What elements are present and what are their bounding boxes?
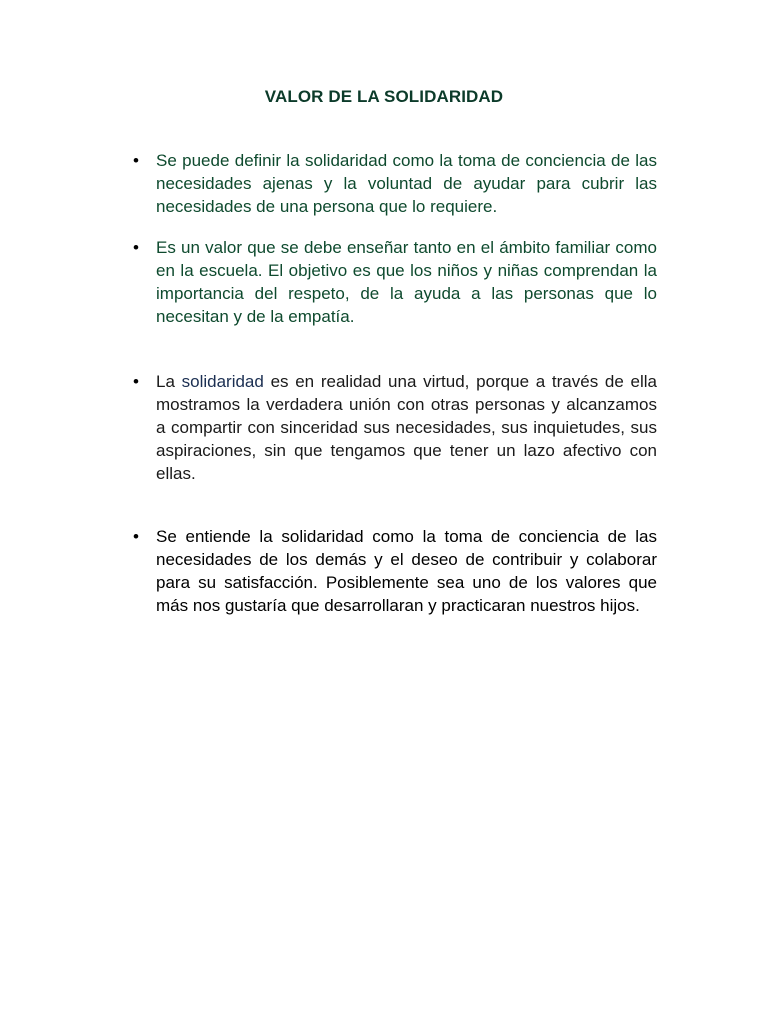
list-item <box>133 525 657 617</box>
list-item-text: Se puede definir la solidaridad como la toma de conciencia de las necesidades ajenas y la voluntad de ayudar para cubrir las necesidades de una persona que lo requiere. <box>156 151 657 216</box>
solidaridad-word: solidaridad <box>181 372 264 391</box>
list-item <box>133 236 657 328</box>
document-title: VALOR DE LA SOLIDARIDAD <box>264 87 504 106</box>
list-item-text: Es un valor que se debe enseñar tanto en el ámbito familiar como en la escuela. El objetivo es que los niños y niñas comprendan la importancia del respeto, de la ayuda a las personas que lo necesitan y de la empatía. <box>156 238 657 326</box>
list-item <box>133 370 657 485</box>
bullet-icon: • <box>133 527 139 546</box>
bullet-icon: • <box>133 151 139 170</box>
list-item-text: Se entiende la solidaridad como la toma de conciencia de las necesidades de los demás y el deseo de contribuir y colaborar para su satisfacción. Posiblemente sea uno de los valores que más nos gustaría que desarrollaran y practicaran nuestros hijos. <box>156 527 657 615</box>
list-item-text <box>156 370 657 485</box>
bullet-icon: • <box>133 372 139 391</box>
bullet-icon: • <box>133 238 139 257</box>
text-prefix: La <box>156 372 182 391</box>
text-suffix: es en realidad una virtud, porque a través de ella mostramos la verdadera unión con otras personas y alcanzamos a compartir con sinceridad sus necesidades, sus inquietudes, sus aspiraciones, sin que tengamos que tener un lazo afectivo con ellas. <box>156 372 657 483</box>
list-item <box>133 149 657 218</box>
